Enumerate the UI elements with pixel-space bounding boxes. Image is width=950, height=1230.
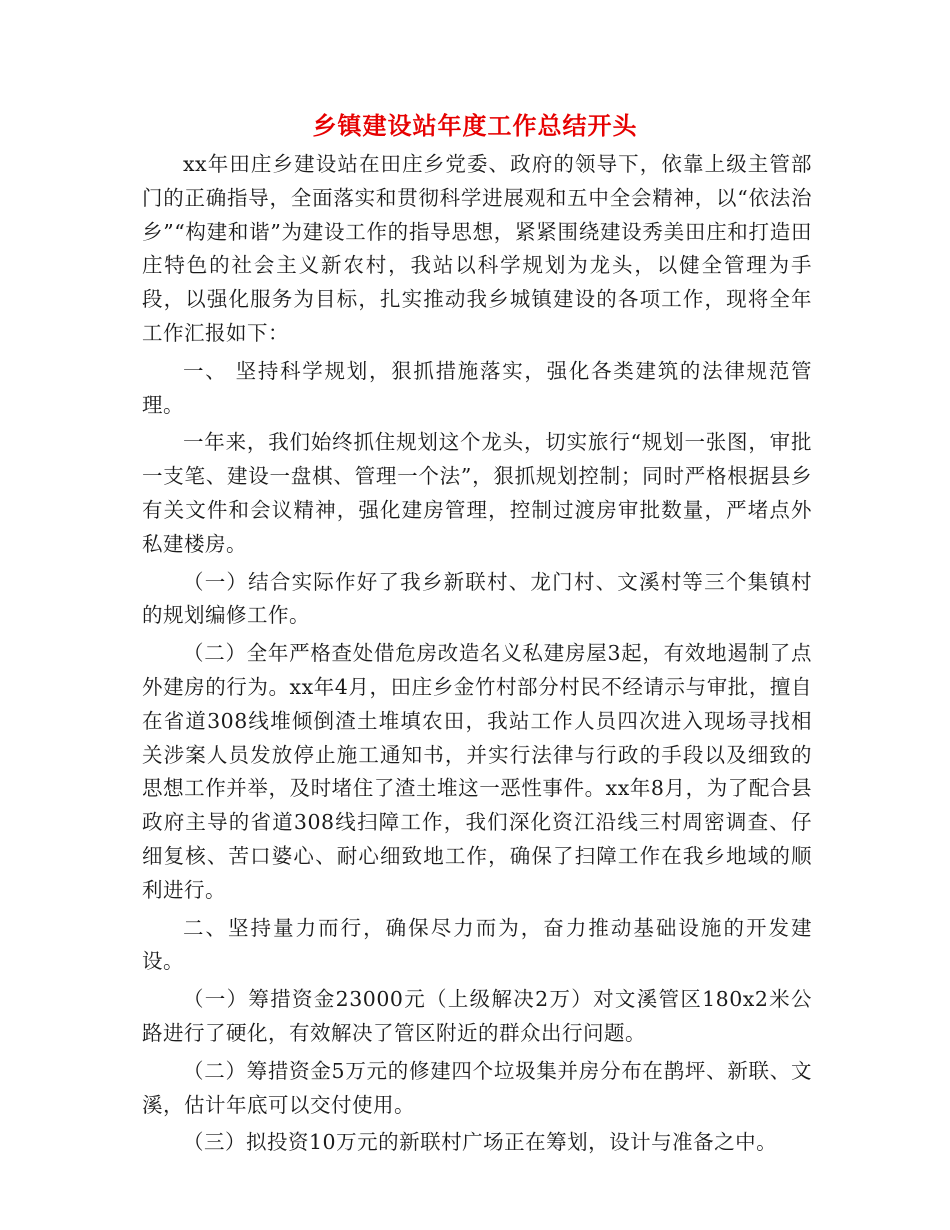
paragraph-item-2-2: （二）筹措资金5万元的修建四个垃圾集并房分布在鹊坪、新联、文溪，估计年底可以交付使用。 <box>142 1058 812 1117</box>
document-body <box>142 148 812 1160</box>
paragraph-item-2-1: （一）筹措资金23000元（上级解决2万）对文溪管区180x2米公路进行了硬化，有效解决了管区附近的群众出行问题。 <box>142 987 812 1045</box>
paragraph-item-2-3: （三）拟投资10万元的新联村广场正在筹划，设计与准备之中。 <box>183 1130 778 1155</box>
document-title: 乡镇建设站年度工作总结开头 <box>312 112 638 140</box>
paragraph-item-1-1: （一）结合实际作好了我乡新联村、龙门村、文溪村等三个集镇村的规划编修工作。 <box>142 569 812 628</box>
paragraph-section-2-heading: 二、坚持量力而行，确保尽力而为，奋力推动基础设施的开发建设。 <box>142 915 812 974</box>
paragraph-section-1-heading: 一、 坚持科学规划，狠抓措施落实，强化各类建筑的法律规范管理。 <box>142 358 812 417</box>
paragraph-intro: xx年田庄乡建设站在田庄乡党委、政府的领导下，依靠上级主管部门的正确指导，全面落实和贯彻科学进展观和五中全会精神，以“依法治乡”“构建和谐”为建设工作的指导思想，紧紧围绕建设秀美田庄和打造田庄特色的社会主义新农村，我站以科学规划为龙头，以健全管理为手段，以强化服务为目标，扎实推动我乡城镇建设的各项工作，现将全年工作汇报如下： <box>142 152 812 345</box>
paragraph-item-1-2: （二）全年严格查处借危房改造名义私建房屋3起，有效地遏制了点外建房的行为。xx年4月，田庄乡金竹村部分村民不经请示与审批，擅自在省道308线堆倾倒渣土堆填农田，我站工作人员四次进入现场寻找相关涉案人员发放停止施工通知书，并实行法律与行政的手段以及细致的思想工作并举，及时堵住了渣土堆这一恶性事件。xx年8月，为了配合县政府主导的省道308线扫障工作，我们深化资江沿线三村周密调查、仔细复核、苦口婆心、耐心细致地工作，确保了扫障工作在我乡地域的顺利进行。 <box>142 641 812 902</box>
paragraph-planning: 一年来，我们始终抓住规划这个龙头，切实旅行“规划一张图，审批一支笔、建设一盘棋、管理一个法”，狠抓规划控制；同时严格根据县乡有关文件和会议精神，强化建房管理，控制过渡房审批数量，严堵点外私建楼房。 <box>142 430 812 556</box>
